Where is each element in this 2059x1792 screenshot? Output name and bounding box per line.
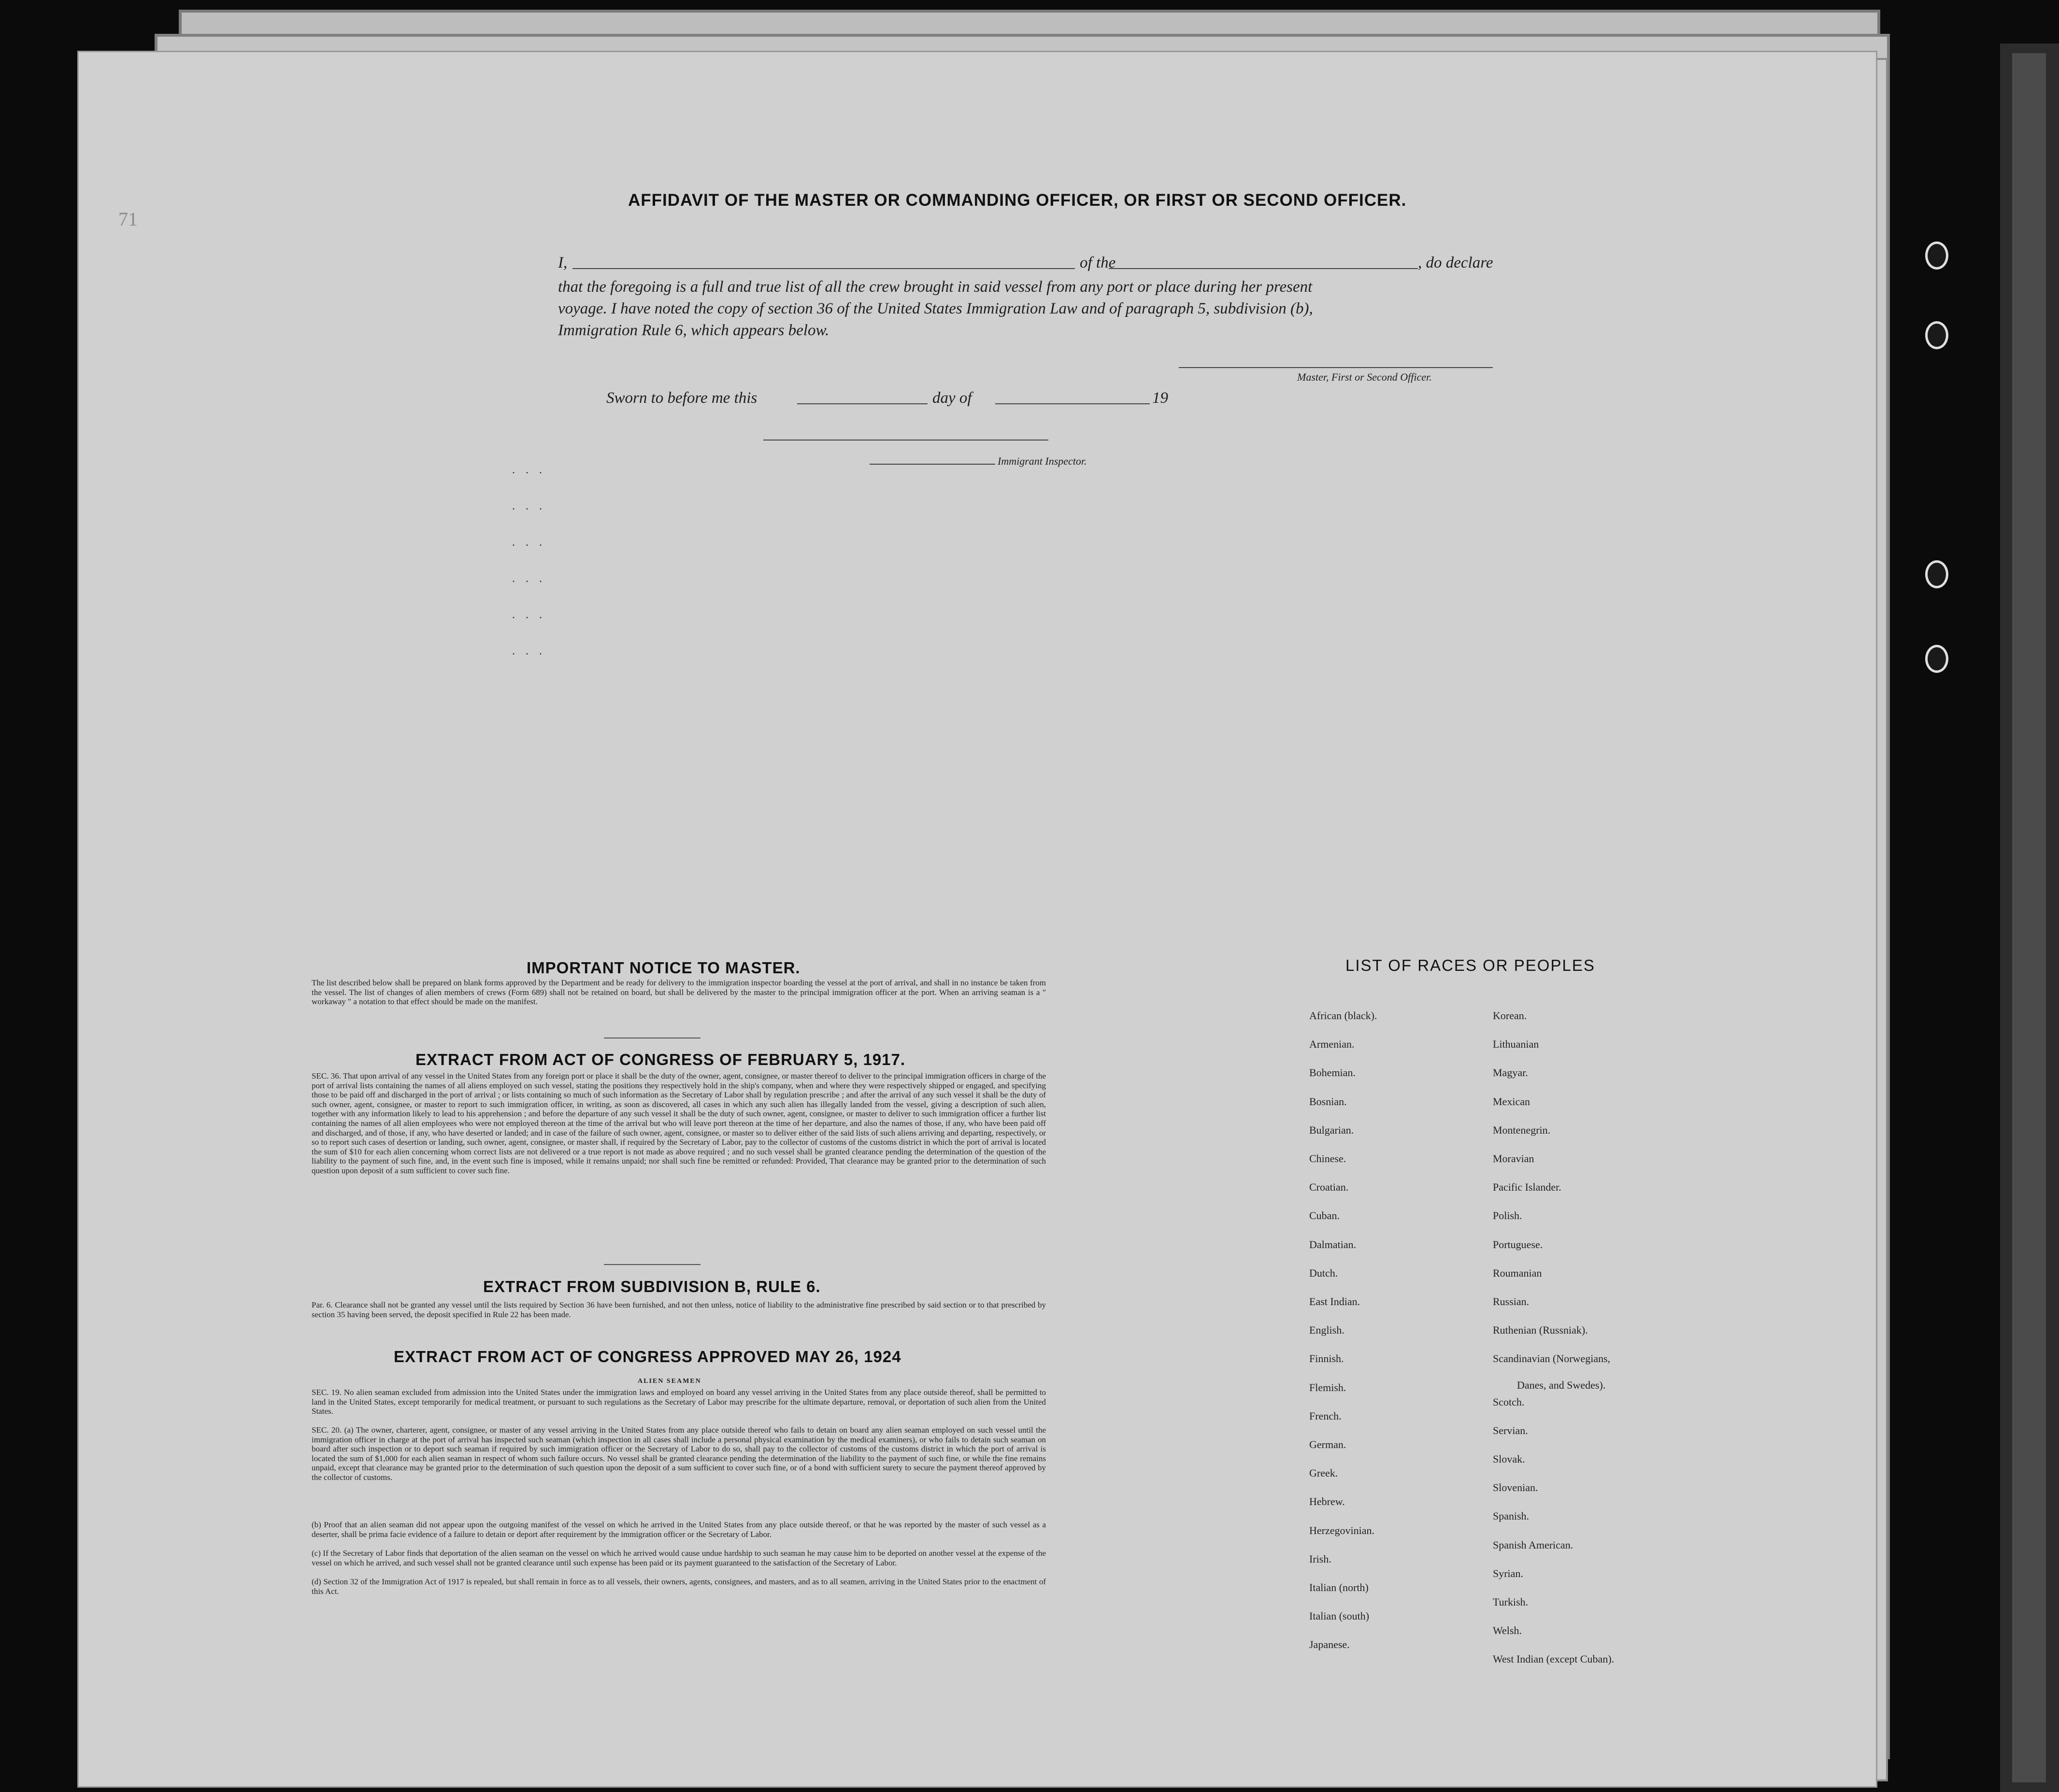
race-item: Welsh. (1493, 1624, 1522, 1636)
margin-dots: . . . (512, 536, 546, 549)
punch-hole (1925, 242, 1948, 270)
affidavit-line-2: voyage. I have noted the copy of section 36 of the United States Immigration Law and of paragraph 5, subdivision (b), (558, 300, 1313, 317)
race-item: Italian (south) (1309, 1610, 1370, 1622)
race-item: Hebrew. (1309, 1495, 1345, 1508)
extract-1924-sec20b: (b) Proof that an alien seaman did not appear upon the outgoing manifest of the vessel on which he arrived in the United States from any place outside thereof, or that he was reported by the master of such vessel as a deserter, shall be prima facie evidence of a failure to detain or deport after requirement by the immigration officer or the Secretary of Labor. (312, 1520, 1046, 1539)
race-item: German. (1309, 1438, 1346, 1451)
margin-dots: . . . (512, 572, 546, 585)
inspector-caption: Immigrant Inspector. (998, 455, 1087, 467)
inspector-upper-line[interactable] (763, 440, 1048, 441)
name-blank-line[interactable] (572, 268, 1075, 269)
race-item: Roumanian (1493, 1267, 1542, 1279)
race-item: Dutch. (1309, 1267, 1338, 1279)
sworn-day-line[interactable] (797, 403, 928, 404)
margin-dots: . . . (512, 609, 546, 621)
race-item: Croatian. (1309, 1181, 1349, 1193)
sworn-month-line[interactable] (995, 403, 1150, 404)
punch-hole (1925, 645, 1948, 673)
race-item: Slovak. (1493, 1453, 1525, 1465)
margin-numeral: 71 (118, 208, 138, 230)
vessel-blank-line[interactable] (1109, 268, 1418, 269)
race-item: Bohemian. (1309, 1067, 1356, 1079)
race-item: Ruthenian (Russniak). (1493, 1324, 1588, 1336)
race-item: Dalmatian. (1309, 1238, 1357, 1251)
race-item: Irish. (1309, 1553, 1331, 1565)
extract-1924-sec19: SEC. 19. No alien seaman excluded from admission into the United States under the immigration laws and employed on board any vessel arriving in the United States from any place outside thereof, shall be permitted to land in the United States, except temporarily for medical treatment, or pursuant to such regulations as the Secretary of Labor may prescribe for the ultimate departure, removal, or deportation of such alien from the United States. (312, 1388, 1046, 1416)
margin-dots: . . . (512, 645, 546, 657)
race-item: Syrian. (1493, 1567, 1523, 1579)
race-item: Chinese. (1309, 1152, 1346, 1165)
race-item: Slovenian. (1493, 1481, 1538, 1493)
affidavit-line-3: Immigration Rule 6, which appears below. (558, 322, 829, 339)
punch-hole (1925, 560, 1948, 588)
signature-line[interactable] (1179, 367, 1493, 368)
race-item: Montenegrin. (1493, 1124, 1551, 1136)
race-item: Russian. (1493, 1295, 1530, 1308)
extract-1924-sec20c: (c) If the Secretary of Labor finds that deportation of the alien seaman on the vessel on which he arrived would cause undue hardship to such seaman he may cause him to be deported on another vessel at the expense of the vessel on which he arrived, and such vessel shall not be granted clearance until such expense has been paid or its payment guaranteed to the satisfaction of the Secretary of Labor. (312, 1549, 1046, 1567)
race-item: Portuguese. (1493, 1238, 1543, 1251)
race-item: Scotch. (1493, 1396, 1525, 1408)
race-item: Servian. (1493, 1424, 1528, 1436)
race-item: French. (1309, 1410, 1342, 1422)
race-item: Armenian. (1309, 1038, 1355, 1050)
race-item: Pacific Islander. (1493, 1181, 1561, 1193)
race-item: Bulgarian. (1309, 1124, 1354, 1136)
extract-1917-text: SEC. 36. That upon arrival of any vessel in the United States from any foreign port or place it shall be the duty of the owner, agent, consignee, or master thereof to deliver to the principal immigration officers in charge of the port of arrival lists containing the names of all aliens employed on such vessel, stating the positions they respectively hold in the ship's company, when and where they were respectively shipped or engaged, and specifying those to be paid off and discharged in the port of arrival ; or lists containing so much of such information as the Secretary of Labor shall by regulation prescribe ; and after the arrival of any such vessel it shall be the duty of such owner, agent, consignee, or master to report to such immigration officer, in writing, as soon as discovered, all cases in which any such alien has illegally landed from the vessel, giving a description of such alien, together with any information likely to lead to his apprehension ; and before the departure of any such vessel it shall be the duty of such owner, agent, consignee, or master to deliver to such immigration officer a further list containing the names of all alien employees who were not employed thereon at the time of the arrival but who will leave port thereon at the time of her departure, and also the names of those, if any, who have been paid off and discharged, and of those, if any, who have deserted or landed; and in case of the failure of such owner, agent, consignee, or master so to deliver either of the said lists of such aliens arriving and departing, respectively, or so to report such cases of desertion or landing, such owner, agent, consignee, or master shall, if required by the Secretary of Labor, pay to the collector of customs of the customs district in which the port of arrival is located the sum of $10 for each alien concerning whom correct lists are not delivered or a true report is not made as above required ; and no such vessel shall be granted clearance pending the determination of the question of the liability to the payment of such fine, and, in the event such fine is imposed, while it remains unpaid; nor shall such fine be remitted or refunded: Provided, That clearance may be granted prior to the determination of such question upon deposit of a sum sufficient to cover such fine. (312, 1071, 1046, 1175)
race-item: Lithuanian (1493, 1038, 1539, 1050)
year-label: 19 (1152, 389, 1168, 407)
notice-text: The list described below shall be prepared on blank forms approved by the Department and be ready for delivery to the immigration inspector boarding the vessel at the port of arrival, and shall in no instance be taken from the vessel. The list of changes of alien members of crews (Form 689) shall not be retained on board, but shall be delivered by the master to the principal immigration officer at the port. When an arriving seaman is a " workaway " a notation to that effect should be made on the manifest. (312, 978, 1046, 1007)
day-of-label: day of (932, 389, 972, 407)
extract-1924-sec20a: SEC. 20. (a) The owner, charterer, agent, consignee, or master of any vessel arriving in the United States from any place outside thereof who fails to detain on board any alien seaman employed on such vessel until the immigration officer in charge at the port of arrival has inspected such seaman (which inspection in all cases shall include a personal physical examination by the medical examiners), or who fails to detain such seaman on board after such inspection or to deport such seaman if required by such immigration officer or the Secretary of Labor to do so, shall pay to the collector of customs of the customs district in which the port of arrival is located the sum of $1,000 for each alien seaman in respect of whom such failure occurs. No vessel shall be granted clearance pending the determination of the liability to the payment of such fine, or while the fine remains unpaid, except that clearance may be granted prior to the determination of such question upon the deposit of a sum sufficient to cover such fine, or of a bond with sufficient surety to secure the payment thereof approved by the collector of customs. (312, 1425, 1046, 1482)
affidavit-title: AFFIDAVIT OF THE MASTER OR COMMANDING OFFICER, OR FIRST OR SECOND OFFICER. (628, 191, 1407, 210)
race-item: Cuban. (1309, 1209, 1340, 1222)
affidavit-of-the-label: of the (1080, 254, 1116, 271)
race-item-scandinavian-cont: Danes, and Swedes). (1517, 1379, 1606, 1391)
races-title: LIST OF RACES OR PEOPLES (1345, 956, 1595, 974)
race-item: English. (1309, 1324, 1344, 1336)
extract-1917-title: EXTRACT FROM ACT OF CONGRESS OF FEBRUARY 5, 1917. (415, 1051, 906, 1068)
affidavit-do-declare: , do declare (1418, 254, 1493, 271)
race-item: Turkish. (1493, 1596, 1529, 1608)
affidavit-i-label: I, (558, 254, 568, 271)
signature-caption: Master, First or Second Officer. (1297, 371, 1432, 383)
race-item: Spanish. (1493, 1510, 1530, 1522)
race-item: African (black). (1309, 1010, 1377, 1022)
race-item: Japanese. (1309, 1638, 1350, 1650)
extract-1924-sec20d: (d) Section 32 of the Immigration Act of 1917 is repealed, but shall remain in force as to all vessels, their owners, agents, consignees, and masters, and as to all seamen, arriving in the United States prior to the enactment of this Act. (312, 1577, 1046, 1596)
race-item: Bosnian. (1309, 1095, 1347, 1108)
race-item: Italian (north) (1309, 1581, 1369, 1593)
section-divider (604, 1264, 701, 1265)
race-item: Finnish. (1309, 1352, 1344, 1365)
race-item: Polish. (1493, 1209, 1522, 1222)
race-item: Herzegovinian. (1309, 1524, 1374, 1536)
extract-rule6-text: Par. 6. Clearance shall not be granted any vessel until the lists required by Section 36 have been furnished, and not then unless, notice of liability to the administrative fine prescribed by said section or to that prescribed by section 35 having been served, the deposit specified in Rule 22 has been made. (312, 1300, 1046, 1319)
race-item: West Indian (except Cuban). (1493, 1653, 1615, 1665)
margin-dots: . . . (512, 464, 546, 476)
extract-rule6-title: EXTRACT FROM SUBDIVISION B, RULE 6. (483, 1278, 821, 1295)
race-item: Mexican (1493, 1095, 1530, 1108)
inspector-line[interactable] (870, 464, 995, 465)
race-item: East Indian. (1309, 1295, 1360, 1308)
extract-1924-subtitle: ALIEN SEAMEN (638, 1378, 701, 1385)
punch-hole (1925, 321, 1948, 349)
race-item: Scandinavian (Norwegians, (1493, 1352, 1611, 1365)
race-item: Flemish. (1309, 1381, 1346, 1394)
binder-spine (2012, 53, 2046, 1782)
notice-title: IMPORTANT NOTICE TO MASTER. (527, 959, 801, 977)
affidavit-line-1: that the foregoing is a full and true list of all the crew brought in said vessel from any port or place during her present (558, 278, 1313, 296)
race-item: Greek. (1309, 1467, 1338, 1479)
race-item: Korean. (1493, 1010, 1527, 1022)
extract-1924-title: EXTRACT FROM ACT OF CONGRESS APPROVED MAY 26, 1924 (394, 1348, 901, 1365)
sworn-label: Sworn to before me this (606, 389, 758, 407)
race-item: Spanish American. (1493, 1539, 1573, 1551)
race-item: Moravian (1493, 1152, 1534, 1165)
margin-dots: . . . (512, 500, 546, 512)
race-item: Magyar. (1493, 1067, 1528, 1079)
